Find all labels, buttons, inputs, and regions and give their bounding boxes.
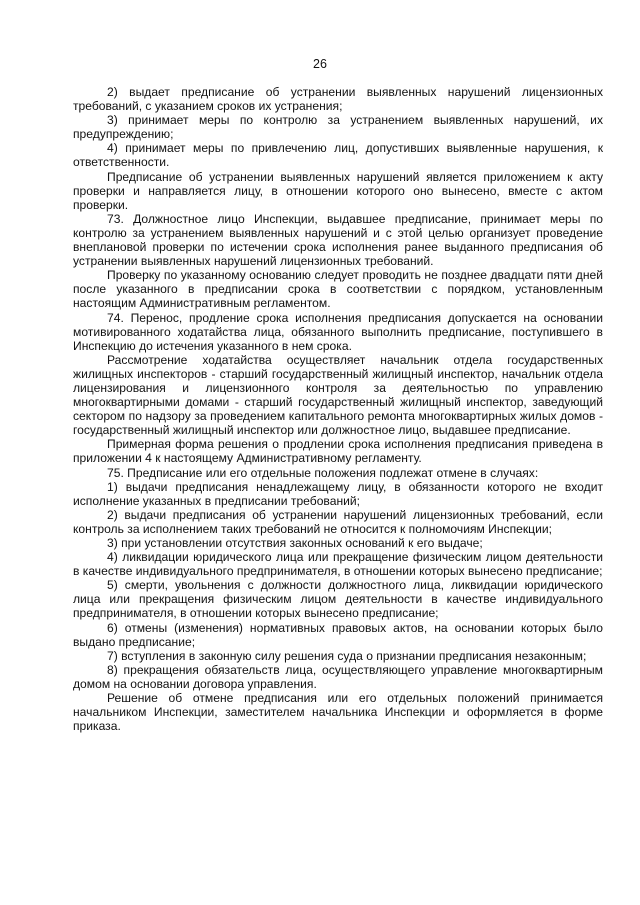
- paragraph: Предписание об устранении выявленных нарушений является приложением к акту проверки и направляется лицу, в отношении которого оно вынесено, вместе с актом проверки.: [73, 169, 603, 212]
- page-number: 26: [313, 57, 327, 71]
- paragraph: 73. Должностное лицо Инспекции, выдавшее предписание, принимает меры по контролю за устранением выявленных нарушений и с этой целью организует проведение внеплановой проверки по истечении срока исполнения ранее выданного предписания об устранении выявленных нарушений лицензионных требований.: [73, 211, 603, 269]
- paragraph: Примерная форма решения о продлении срока исполнения предписания приведена в приложении 4 к настоящему Административному регламенту.: [73, 437, 603, 466]
- paragraph: Решение об отмене предписания или его отдельных положений принимается начальником Инспекции, заместителем начальника Инспекции и оформляется в форме приказа.: [73, 691, 603, 734]
- paragraph: 2) выдает предписание об устранении выявленных нарушений лицензионных требований, с указанием сроков их устранения;: [73, 85, 603, 114]
- list-item: 5) смерти, увольнения с должности должностного лица, ликвидации юридического лица или прекращения физическим лицом деятельности в качестве индивидуального предпринимателя, в отношении которых вынесено предписание;: [73, 578, 603, 621]
- paragraph: 4) принимает меры по привлечению лиц, допустивших выявленные нарушения, к ответственности.: [73, 141, 603, 170]
- document-body: [73, 85, 603, 733]
- list-item: 6) отмены (изменения) нормативных правовых актов, на основании которых было выдано предписание;: [73, 620, 603, 649]
- paragraph: 75. Предписание или его отдельные положения подлежат отмене в случаях:: [107, 465, 539, 480]
- list-item: 8) прекращения обязательств лица, осуществляющего управление многоквартирным домом на основании договора управления.: [73, 662, 603, 691]
- list-item: 7) вступления в законную силу решения суда о признании предписания незаконным;: [107, 648, 587, 663]
- list-item: 3) при установлении отсутствия законных оснований к его выдаче;: [107, 536, 483, 550]
- paragraph: 3) принимает меры по контролю за устранением выявленных нарушений, их предупреждению;: [73, 113, 603, 142]
- list-item: 2) выдачи предписания об устранении нарушений лицензионных требований, если контроль за исполнением таких требований не относится к полномочиям Инспекции;: [73, 507, 603, 536]
- paragraph: Проверку по указанному основанию следует проводить не позднее двадцати пяти дней после указанного в предписании срока в соответствии с порядком, установленным настоящим Административным регламентом.: [73, 268, 603, 311]
- paragraph: Рассмотрение ходатайства осуществляет начальник отдела государственных жилищных инспекторов - старший государственный жилищный инспектор, начальник отдела лицензирования и лицензионного контроля за деятельностью по управлению многоквартирными домами - старший государственный жилищный инспектор, заведующий сектором по надзору за проведением капитального ремонта многоквартирных жилых домов - государственный жилищный инспектор или должностное лицо, выдавшее предписание.: [73, 352, 603, 438]
- list-item: 1) выдачи предписания ненадлежащему лицу, в обязанности которого не входит исполнение указанных в предписании требований;: [73, 479, 603, 508]
- paragraph: 74. Перенос, продление срока исполнения предписания допускается на основании мотивированного ходатайства лица, обязанного выполнить предписание, поступившего в Инспекцию до истечения указанного в нем срока.: [73, 310, 603, 353]
- list-item: 4) ликвидации юридического лица или прекращение физическим лицом деятельности в качестве индивидуального предпринимателя, в отношении которых вынесено предписание;: [73, 550, 603, 579]
